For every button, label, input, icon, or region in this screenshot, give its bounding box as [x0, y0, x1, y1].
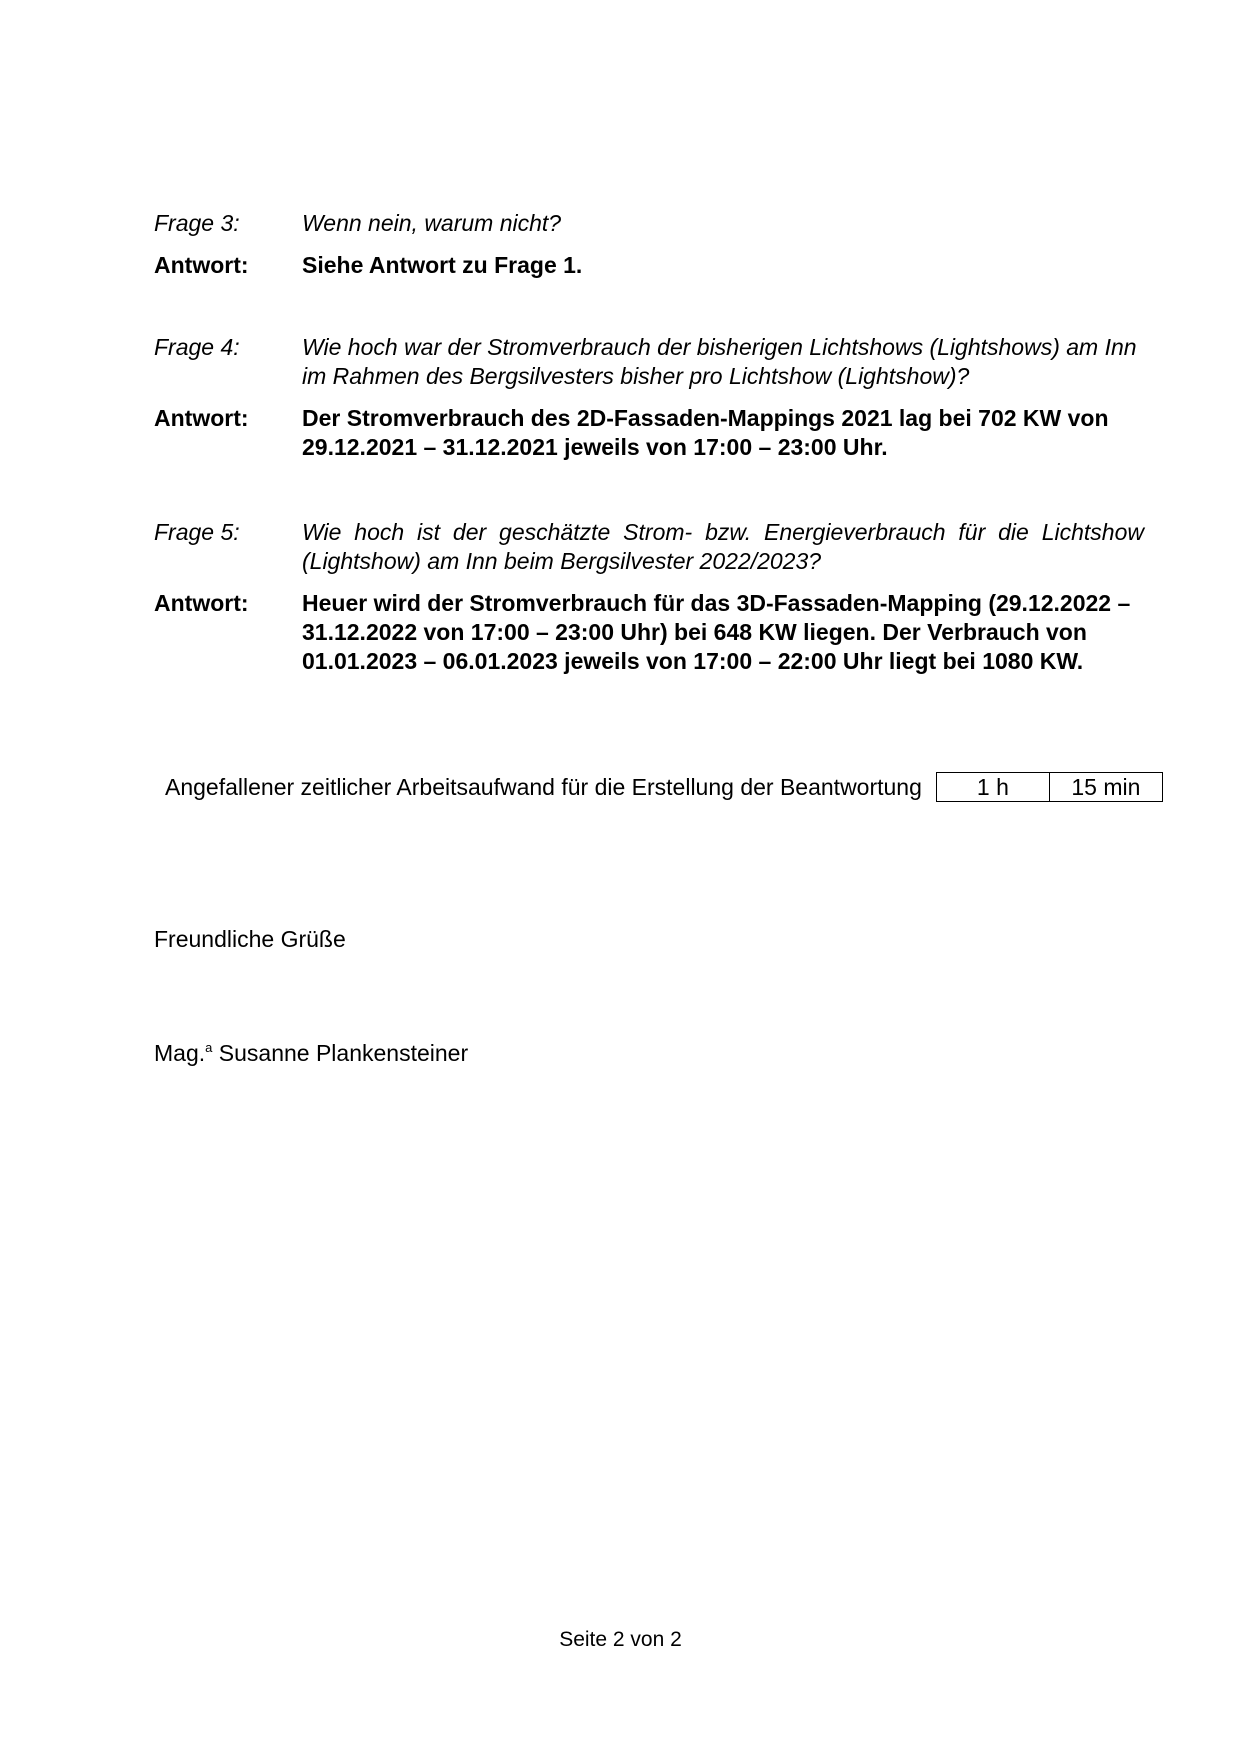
answer-text: Heuer wird der Stromverbrauch für das 3D-Fassaden-Mapping (29.12.2022 – 31.12.2022 von 17:00 – 23:00 Uhr) bei 648 KW liegen. Der Verbrauch von 01.01.2023 – 06.01.2023 jeweils von 17:00 – 22:00 Uhr liegt bei 1080 KW.: [302, 590, 1131, 674]
work-effort-minutes: 15 min: [1049, 773, 1162, 801]
question-row: [154, 518, 1144, 576]
greeting: Freundliche Grüße: [154, 926, 346, 952]
work-effort-hours: 1 h: [976, 774, 1009, 800]
work-effort-label: Angefallener zeitlicher Arbeitsaufwand für die Erstellung der Beantwortung: [165, 773, 922, 800]
work-effort-table: [936, 772, 1163, 802]
qa-block-4: [154, 333, 1144, 462]
answer-row: [154, 589, 1144, 676]
work-effort: [165, 772, 1163, 802]
signature-prefix: Mag.: [154, 1040, 206, 1066]
question-row: [154, 333, 1144, 391]
answer-label: Antwort:: [154, 405, 249, 431]
question-label: Frage 4:: [154, 334, 240, 360]
page-number: Seite 2 von 2: [559, 1628, 682, 1651]
answer-label: Antwort:: [154, 590, 249, 616]
answer-text: Siehe Antwort zu Frage 1.: [302, 252, 583, 278]
question-text: Wie hoch war der Stromverbrauch der bisherigen Lichtshows (Lightshows) am Inn im Rahmen des Bergsilvesters bisher pro Lichtshow (Lightshow)?: [302, 334, 1137, 389]
question-row: [154, 209, 1144, 238]
answer-label: Antwort:: [154, 252, 249, 278]
qa-block-3: [154, 209, 1144, 280]
question-text: Wie hoch ist der geschätzte Strom- bzw. Energieverbrauch für die Lichtshow (Lightshow) am Inn beim Bergsilvester 2022/2023?: [302, 519, 1144, 574]
answer-row: [154, 404, 1144, 462]
answer-text: Der Stromverbrauch des 2D-Fassaden-Mappings 2021 lag bei 702 KW von 29.12.2021 – 31.12.2021 jeweils von 17:00 – 23:00 Uhr.: [302, 405, 1109, 460]
qa-block-5: [154, 518, 1144, 676]
signature-superscript: a: [205, 1040, 213, 1055]
answer-row: [154, 251, 1144, 280]
question-label: Frage 3:: [154, 210, 240, 236]
question-text: Wenn nein, warum nicht?: [302, 210, 562, 236]
signature: [154, 1039, 468, 1068]
question-label: Frage 5:: [154, 519, 240, 545]
signature-name: Susanne Plankensteiner: [218, 1040, 469, 1066]
